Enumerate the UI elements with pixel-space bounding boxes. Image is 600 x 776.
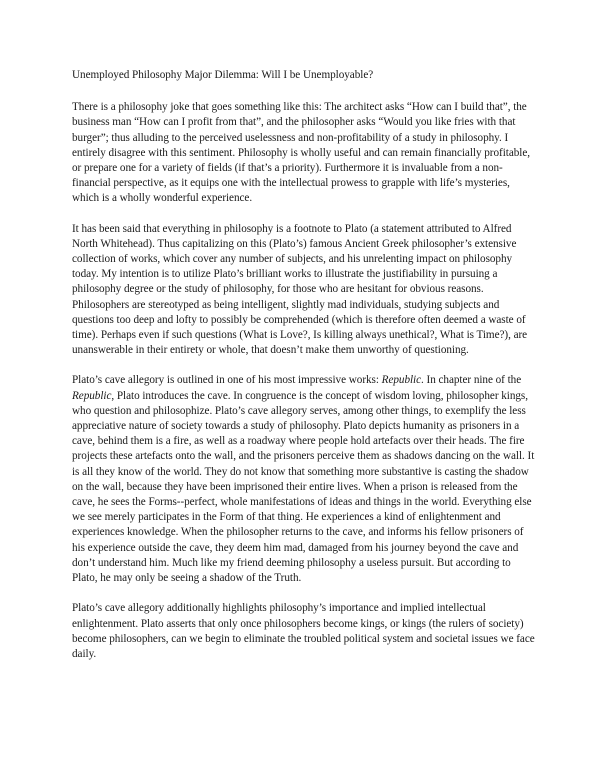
- document-title: Unemployed Philosophy Major Dilemma: Will I be Unemployable?: [72, 69, 374, 81]
- cave-text-part-1: Plato’s cave allegory is outlined in one of his most impressive works:: [72, 374, 382, 387]
- republic-title-1: Republic: [381, 374, 422, 387]
- paragraph-intro: There is a philosophy joke that goes something like this: The architect asks “How can I build that”, the business man “How can I profit from that”, and the philosopher asks “Would you like fries with that burger”; thus alluding to the perceived uselessness and non-profitability of a study in philosophy. I entirely disagree with this sentiment. Philosophy is wholly useful and can remain financially profitable, or prepare one for a variety of fields (if that’s a priority). Furthermore it is invaluable from a non-financial perspective, as it equips one with the intellectual prowess to grapple with life’s mysteries, which is a wholly wonderful experience.: [72, 101, 530, 205]
- paragraph-conclusion: Plato’s cave allegory additionally highlights philosophy’s importance and implied intellectual enlightenment. Plato asserts that only once philosophers become kings, or kings (the rulers of society) become philosophers, can we begin to eliminate the troubled political system and societal issues we face daily.: [72, 602, 535, 660]
- cave-text-part-3: , Plato introduces the cave. In congruence is the concept of wisdom loving, philosopher kings, who question and philosophize. Plato’s cave allegory serves, among other things, to exemplify the less appreciative nature of society towards a study of philosophy. Plato depicts humanity as prisoners in a cave, behind them is a fire, as well as a roadway where people hold artefacts over their heads. The fire projects these artefacts onto the wall, and the prisoners perceive them as shadows dancing on the wall. It is all they know of the world. They do not know that something more substantive is casting the shadow on the wall, because they have been imprisoned their entire lives. When a prison is released from the cave, he sees the Forms--perfect, whole manifestations of ideas and things in the world. Everything else we see merely participates in the Form of that thing. He experiences a kind of enlightenment and experiences knowledge. When the philosopher returns to the cave, and informs his fellow prisoners of his experience outside the cave, they deem him mad, damaged from his journey beyond the cave and don’t understand him. Much like my friend deeming philosophy a useless pursuit. But according to Plato, he may only be seeing a shadow of the Truth.: [72, 389, 535, 585]
- republic-title-2: Republic: [72, 389, 112, 402]
- paragraph-cave-allegory: [72, 373, 538, 586]
- paragraph-plato-footnote: It has been said that everything in philosophy is a footnote to Plato (a statement attributed to Alfred North Whitehead). Thus capitalizing on this (Plato’s) famous Ancient Greek philosopher’s extensive collection of works, which cover any number of subjects, and his unrelenting impact on philosophy today. My intention is to utilize Plato’s brilliant works to illustrate the justifiability in pursuing a philosophy degree or the study of philosophy, for those who are hesitant for obvious reasons. Philosophers are stereotyped as being intelligent, slightly mad individuals, studying subjects and questions too deep and lofty to possibly be comprehended (which is therefore often deemed a waste of time). Perhaps even if such questions (What is Love?, Is killing always unethical?, What is Time?), are unanswerable in their entirety or whole, that doesn’t make them unworthy of questioning.: [72, 222, 528, 357]
- document-page: [72, 68, 538, 677]
- cave-text-part-2: . In chapter nine of the: [421, 374, 522, 387]
